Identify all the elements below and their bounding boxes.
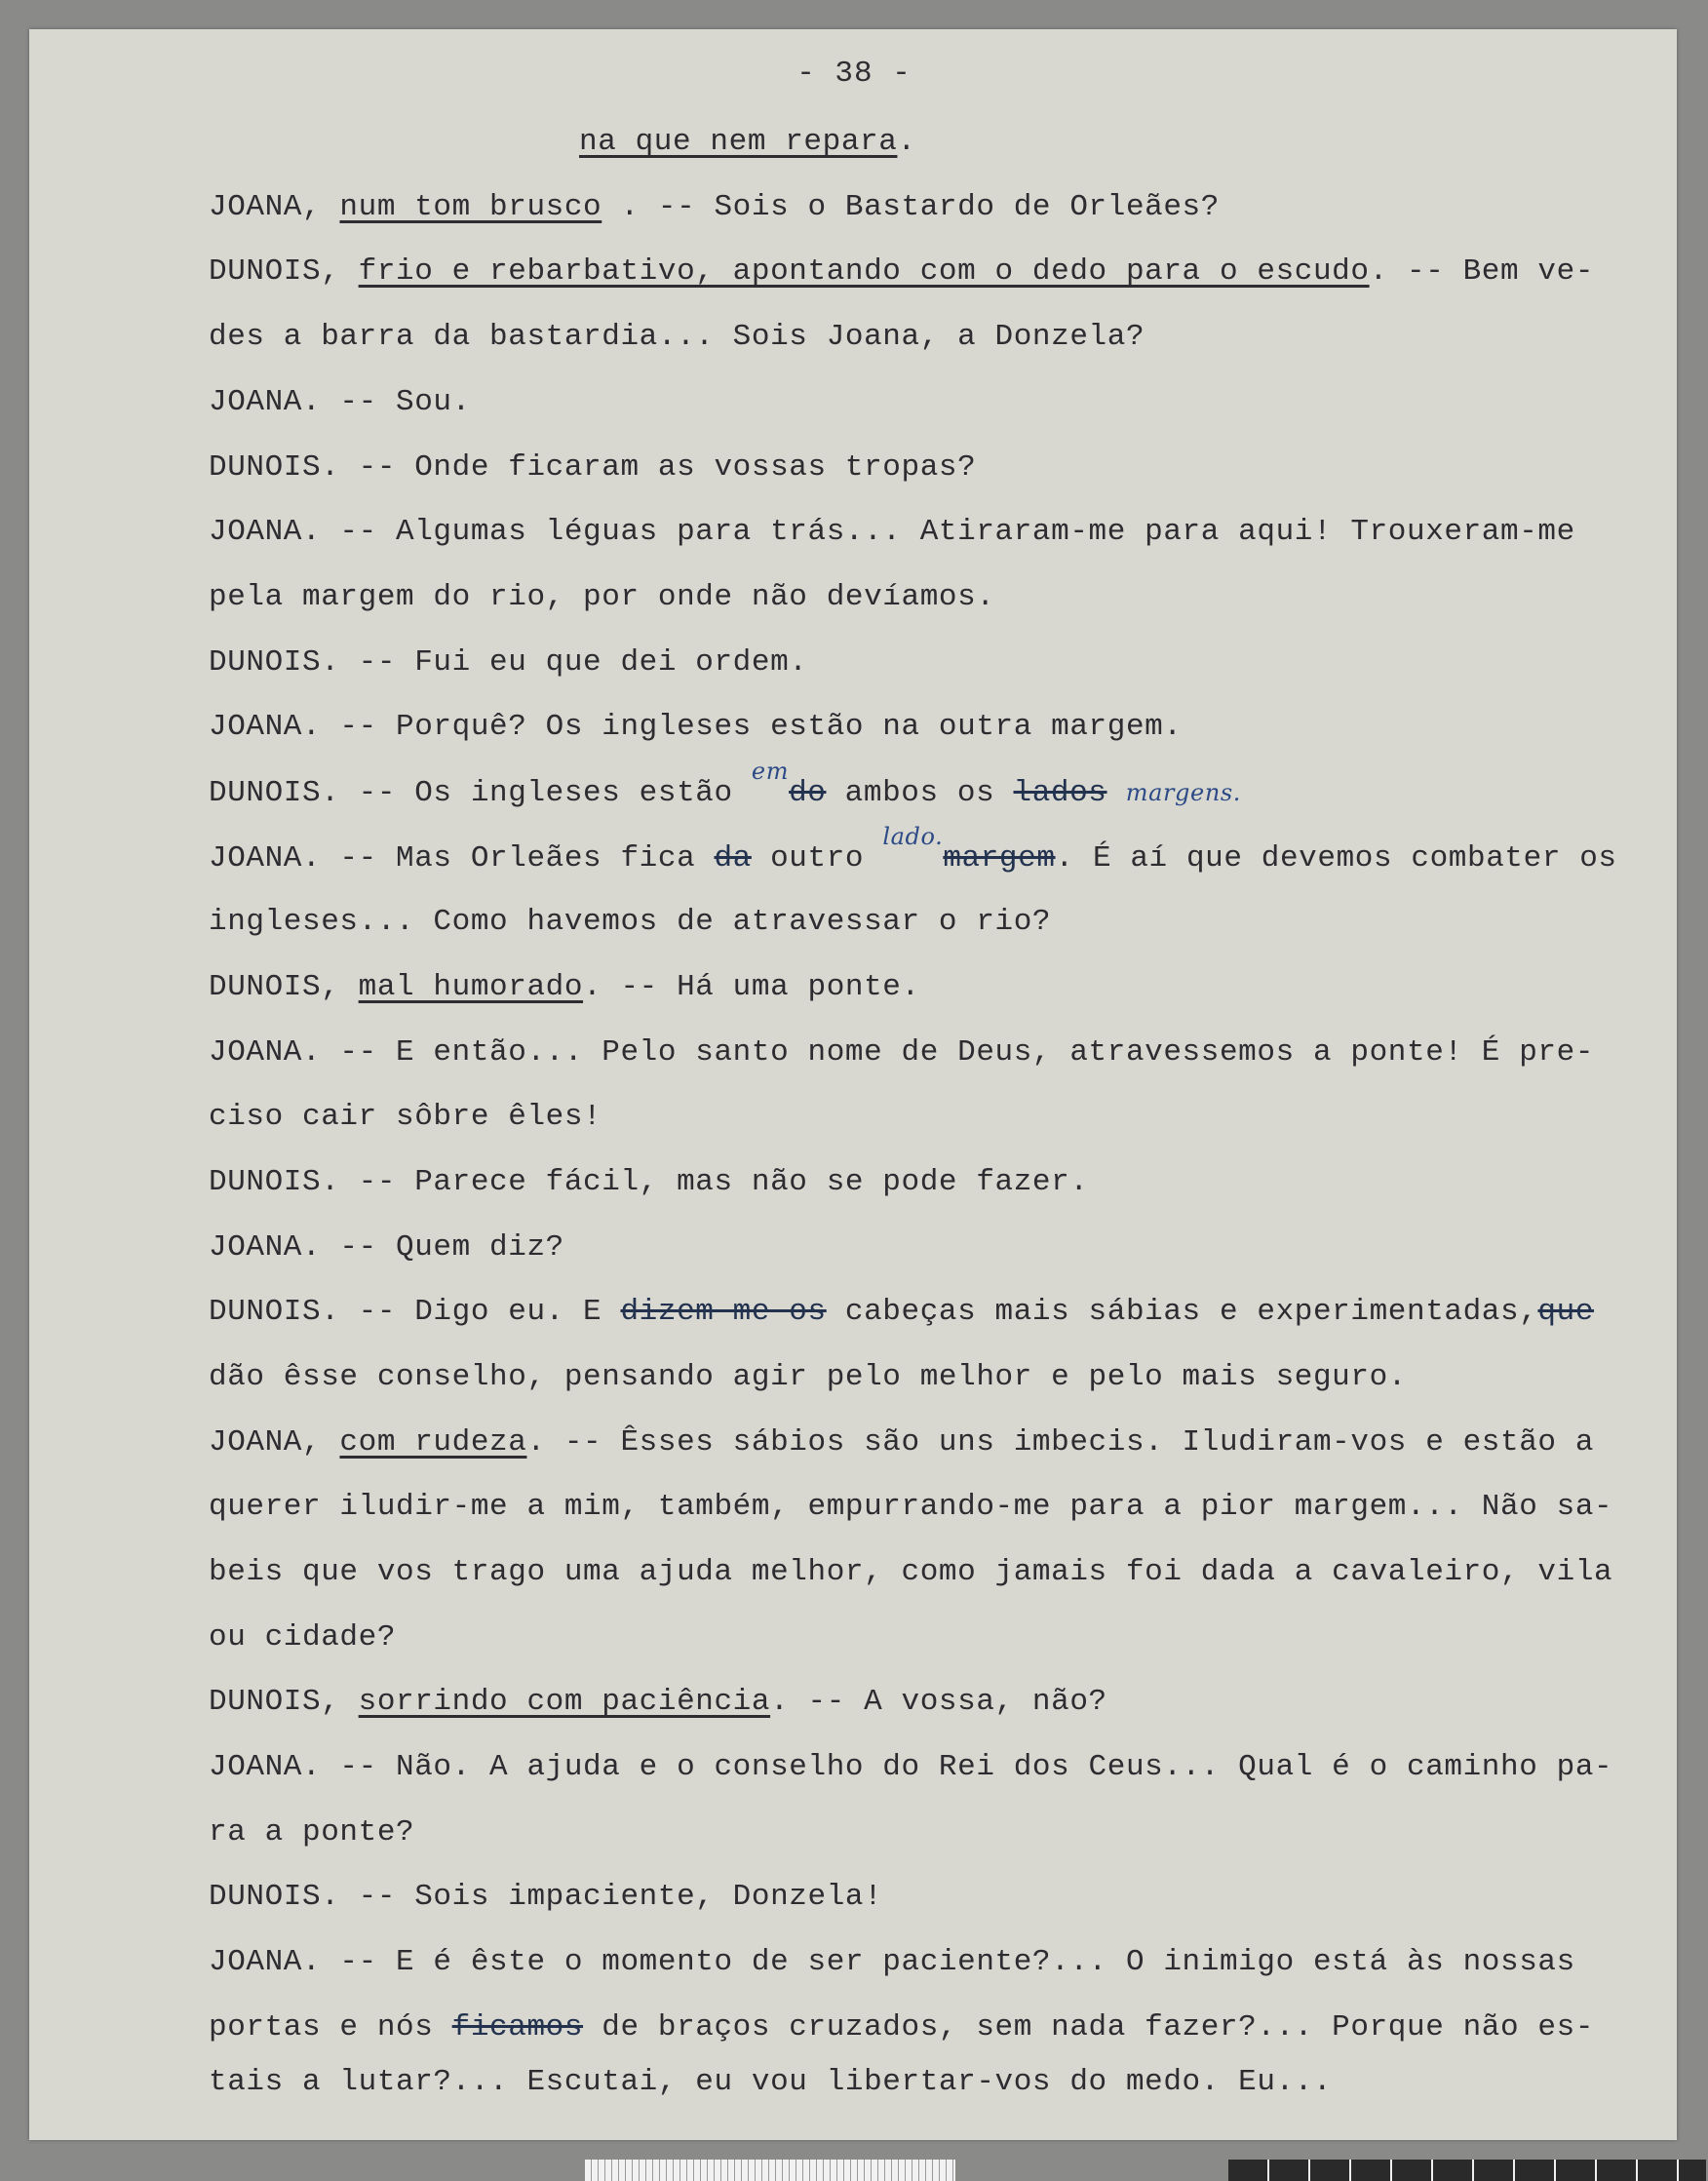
dialogue: ambos os (826, 776, 1014, 810)
speaker-label: DUNOIS, (209, 970, 359, 1004)
text-line-29 (209, 2008, 1669, 2047)
page-number: - 38 - (796, 57, 912, 91)
text-line-6: JOANA. -- Algumas léguas para trás... Atiraram-me para aqui! Trouxeram-me (209, 515, 1575, 549)
stage-direction: com rudeza (339, 1425, 527, 1460)
speaker-label: JOANA, (209, 1425, 340, 1460)
stage-direction: sorrindo com paciência (358, 1685, 771, 1719)
dialogue: outro (751, 841, 883, 876)
color-scale-bar (585, 2160, 1706, 2181)
text-line-4: JOANA. -- Sou. (209, 385, 471, 419)
dialogue: de braços cruzados, sem nada fazer?... Porque não es- (583, 2010, 1595, 2045)
struck-text: ficamos (451, 2010, 584, 2045)
dialogue: DUNOIS. -- Digo eu. E (209, 1295, 602, 1329)
text-line-24 (209, 1683, 1669, 1722)
dialogue: . -- A vossa, não? (770, 1685, 1107, 1719)
text-line-18 (209, 1293, 1669, 1332)
speaker-label: JOANA, (209, 190, 340, 224)
struck-text: margem (943, 841, 1056, 876)
struck-text: que (1537, 1295, 1595, 1329)
dialogue: portas e nós (209, 2010, 434, 2045)
text-line-11 (209, 823, 1669, 878)
text-line-23: ou cidade? (209, 1620, 397, 1655)
handwritten-correction: em (751, 758, 790, 785)
text-line-7: pela margem do rio, por onde não devíamos. (209, 580, 995, 614)
text-line-20 (209, 1423, 1669, 1462)
text-line-22: beis que vos trago uma ajuda melhor, como jamais foi dada a cavaleiro, vila (209, 1555, 1613, 1589)
text-line-10 (209, 758, 1669, 813)
text-line-25: JOANA. -- Não. A ajuda e o conselho do Rei dos Ceus... Qual é o caminho pa- (209, 1750, 1613, 1784)
text-line-14: JOANA. -- E então... Pelo santo nome de Deus, atravessemos a ponte! É pre- (209, 1035, 1595, 1070)
text-line-12: ingleses... Como havemos de atravessar o rio? (209, 905, 1052, 939)
text-line-0 (579, 123, 1669, 162)
dialogue: . -- Êsses sábios são uns imbecis. Iludiram-vos e estão a (526, 1425, 1595, 1460)
text-line-13 (209, 968, 1669, 1007)
text-line-3: des a barra da bastardia... Sois Joana, a Donzela? (209, 320, 1145, 354)
text-line-21: querer iludir-me a mim, também, empurrando-me para a pior margem... Não sa- (209, 1490, 1613, 1524)
dialogue: . -- Há uma ponte. (583, 970, 920, 1004)
dialogue: DUNOIS. -- Os ingleses estão (209, 776, 733, 810)
text-line-9: JOANA. -- Porquê? Os ingleses estão na outra margem. (209, 710, 1183, 744)
stage-direction: na que nem repara (579, 125, 898, 159)
punctuation: . (897, 125, 916, 159)
struck-text: da (714, 841, 752, 876)
struck-text: dizem-me os (620, 1295, 827, 1329)
text-line-27: DUNOIS. -- Sois impaciente, Donzela! (209, 1880, 883, 1914)
speaker-label: DUNOIS, (209, 254, 359, 289)
text-line-15: ciso cair sôbre êles! (209, 1100, 602, 1134)
stage-direction: mal humorado (358, 970, 584, 1004)
dialogue: . -- Sois o Bastardo de Orleães? (602, 190, 1220, 224)
struck-text: lados (1013, 776, 1107, 810)
speaker-label: DUNOIS, (209, 1685, 359, 1719)
dialogue: JOANA. -- Mas Orleães fica (209, 841, 696, 876)
text-line-2 (209, 253, 1669, 292)
text-line-26: ra a ponte? (209, 1815, 415, 1850)
handwritten-correction: margens. (1125, 779, 1242, 806)
text-line-28: JOANA. -- E é êste o momento de ser paciente?... O inimigo está às nossas (209, 1945, 1575, 1979)
handwritten-correction: lado. (882, 823, 944, 850)
scale-ruler-light (585, 2160, 955, 2181)
dialogue: cabeças mais sábias e experimentadas, (826, 1295, 1538, 1329)
text-line-16: DUNOIS. -- Parece fácil, mas não se pode fazer. (209, 1165, 1089, 1199)
dialogue: . -- Bem ve- (1369, 254, 1595, 289)
stage-direction: num tom brusco (339, 190, 602, 224)
scale-gap (955, 2160, 1228, 2181)
scale-ruler-dark (1228, 2160, 1706, 2181)
text-line-19: dão êsse conselho, pensando agir pelo melhor e pelo mais seguro. (209, 1360, 1407, 1394)
struck-text: do (789, 776, 827, 810)
text-line-17: JOANA. -- Quem diz? (209, 1230, 564, 1265)
stage-direction: frio e rebarbativo, apontando com o dedo para o escudo (358, 254, 1370, 289)
dialogue: . É aí que devemos combater os (1055, 841, 1617, 876)
text-line-8: DUNOIS. -- Fui eu que dei ordem. (209, 645, 808, 680)
text-line-30: tais a lutar?... Escutai, eu vou libertar-vos do medo. Eu... (209, 2065, 1333, 2099)
text-line-1 (209, 188, 1669, 227)
text-line-5: DUNOIS. -- Onde ficaram as vossas tropas? (209, 450, 977, 485)
